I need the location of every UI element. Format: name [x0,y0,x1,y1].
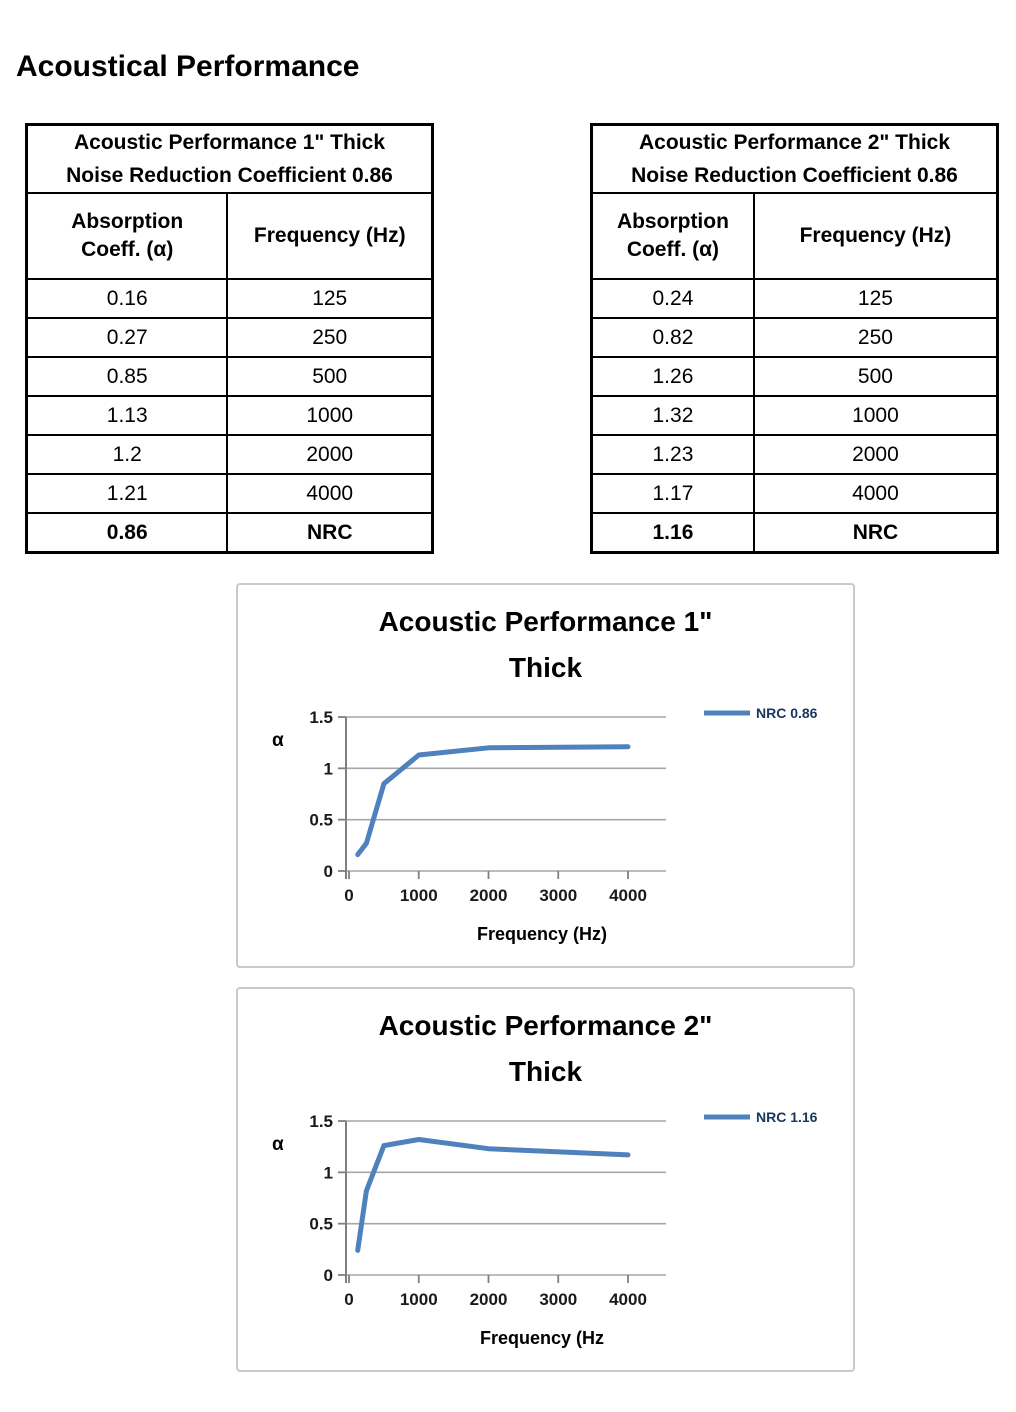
acoustic-table-1in [25,123,434,554]
table-row-nrc [592,513,998,553]
table-row [27,279,433,318]
chart-title-line2: Thick [508,1056,583,1087]
freq-cell: 1000 [754,396,998,435]
coeff-cell: 0.24 [592,279,754,318]
freq-cell: 1000 [227,396,432,435]
legend-label: NRC 0.86 [756,705,818,721]
table-title-row [27,125,433,194]
table-row [592,357,998,396]
table-row [592,279,998,318]
coeff-cell: 1.26 [592,357,754,396]
table-title-line1: Acoustic Performance 1" Thick [73,131,386,154]
table-row [27,357,433,396]
coeff-cell: 1.17 [592,474,754,513]
series-line [358,747,628,855]
coeff-cell: 1.13 [27,396,228,435]
acoustic-table-2in [590,123,999,554]
table-row [27,474,433,513]
table-title-line2: Noise Reduction Coefficient 0.86 [631,164,958,187]
coeff-cell: 1.21 [27,474,228,513]
freq-cell: NRC [754,513,998,553]
table-row [27,435,433,474]
x-tick-label: 4000 [609,1290,647,1309]
table-row [592,474,998,513]
freq-cell: 250 [227,318,432,357]
y-tick-label: 0 [323,862,333,881]
y-tick-label: 1 [323,1163,333,1183]
coeff-cell: 1.23 [592,435,754,474]
x-tick-label: 1000 [399,886,438,905]
coeff-cell: 0.85 [27,357,228,396]
y-tick-label: 0.5 [309,1214,333,1234]
chart-canvas [238,989,853,1370]
table-header-row [592,193,998,279]
table-title-row [592,125,998,194]
table-row [592,396,998,435]
freq-cell: 125 [754,279,998,318]
coeff-cell: 1.16 [592,513,754,553]
chart-2in-thick [236,987,855,1372]
x-tick-label: 4000 [609,886,647,905]
x-tick-label: 0 [344,1290,354,1309]
freq-cell: NRC [227,513,432,553]
table-title-cell [27,125,433,194]
y-tick-label: 1 [323,759,333,779]
freq-cell: 125 [227,279,432,318]
freq-cell: 500 [754,357,998,396]
chart-title-line1: Acoustic Performance 1" [378,606,713,637]
chart-canvas [238,585,853,966]
column-header-frequency: Frequency (Hz) [754,193,998,279]
table-title-line2: Noise Reduction Coefficient 0.86 [66,164,393,187]
x-tick-label: 3000 [539,886,578,905]
freq-cell: 4000 [227,474,432,513]
table-row [592,435,998,474]
legend-label: NRC 1.16 [756,1109,818,1125]
x-tick-label: 0 [344,886,354,905]
table-header-row [27,193,433,279]
column-header-frequency: Frequency (Hz) [227,193,432,279]
table-row-nrc [27,513,433,553]
x-tick-label: 3000 [539,1290,578,1309]
x-tick-label: 2000 [469,886,508,905]
page-title: Acoustical Performance [16,50,360,83]
coeff-cell: 0.86 [27,513,228,553]
coeff-cell: 0.82 [592,318,754,357]
freq-cell: 500 [227,357,432,396]
table-title-cell [592,125,998,194]
y-tick-label: 1.5 [309,1112,333,1131]
x-tick-label: 1000 [399,1290,438,1309]
y-axis-title: α [272,1134,284,1155]
chart-1in-thick [236,583,855,968]
x-tick-label: 2000 [469,1290,508,1309]
coeff-cell: 1.2 [27,435,228,474]
freq-cell: 2000 [227,435,432,474]
y-tick-label: 0.5 [309,810,333,830]
freq-cell: 4000 [754,474,998,513]
coeff-cell: 1.32 [592,396,754,435]
chart-title-line2: Thick [508,652,583,683]
table-row [27,318,433,357]
y-tick-label: 0 [323,1266,333,1285]
y-tick-label: 1.5 [309,708,333,727]
x-axis-title: Frequency (Hz [479,1328,605,1348]
freq-cell: 2000 [754,435,998,474]
coeff-cell: 0.16 [27,279,228,318]
column-header-absorption: Absorption Coeff. (α) [592,193,754,279]
series-line [358,1140,628,1251]
table-row [27,396,433,435]
freq-cell: 250 [754,318,998,357]
x-axis-title: Frequency (Hz) [476,924,608,944]
table-row [592,318,998,357]
column-header-absorption: Absorption Coeff. (α) [27,193,228,279]
y-axis-title: α [272,730,284,751]
table-title-line1: Acoustic Performance 2" Thick [638,131,951,154]
coeff-cell: 0.27 [27,318,228,357]
chart-title-line1: Acoustic Performance 2" [378,1010,713,1041]
